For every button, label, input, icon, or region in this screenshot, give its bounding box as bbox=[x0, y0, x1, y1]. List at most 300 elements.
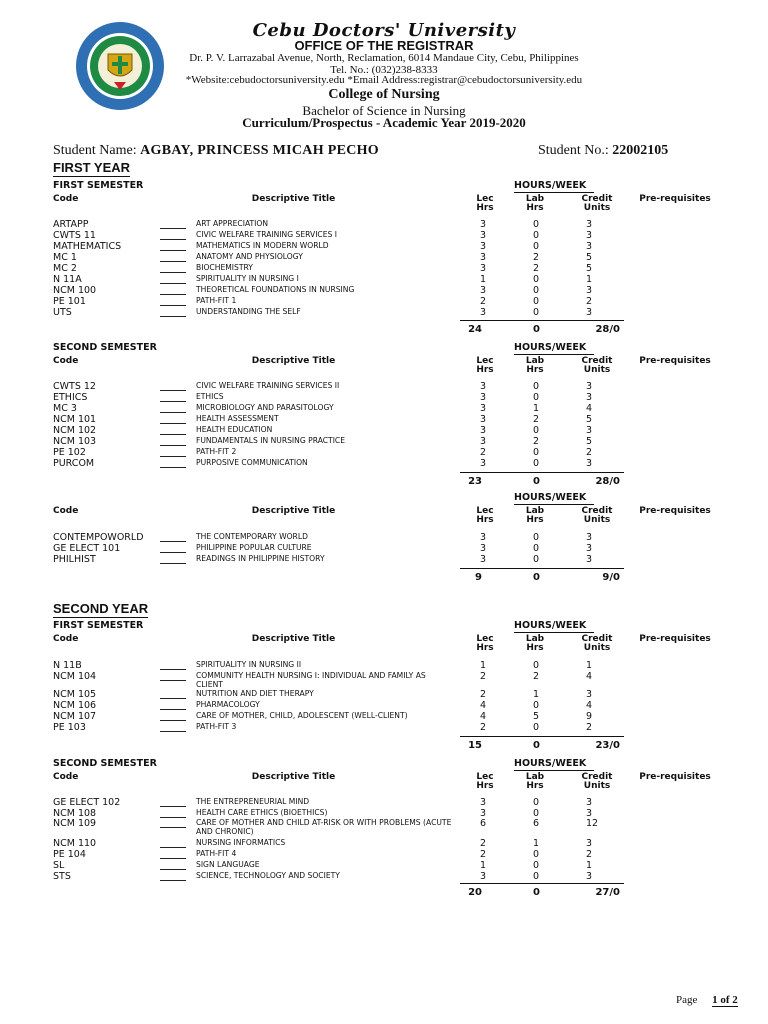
course-title: HEALTH CARE ETHICS (BIOETHICS) bbox=[196, 808, 328, 817]
course-title: ANATOMY AND PHYSIOLOGY bbox=[196, 252, 303, 261]
course-title: UNDERSTANDING THE SELF bbox=[196, 307, 301, 316]
course-title: PATH-FIT 3 bbox=[196, 722, 237, 731]
total-credit-units: 28/0 bbox=[595, 476, 620, 487]
total-lab-hours: 0 bbox=[533, 324, 540, 335]
lec-hours: 3 bbox=[480, 797, 487, 808]
lab-hours: 2 bbox=[533, 671, 540, 682]
lec-hours: 3 bbox=[480, 230, 487, 241]
course-code: ARTAPP bbox=[53, 219, 89, 230]
credit-units-header bbox=[572, 195, 622, 213]
university-name: Cebu Doctors' University bbox=[252, 20, 516, 41]
lab-hours: 2 bbox=[533, 414, 540, 425]
prereq-blank bbox=[160, 456, 186, 457]
prerequisites-header: Pre-requisites bbox=[639, 772, 711, 782]
lab-hours: 0 bbox=[533, 381, 540, 392]
course-code: PE 102 bbox=[53, 447, 86, 458]
course-code: NCM 106 bbox=[53, 700, 97, 711]
course-code: GE ELECT 101 bbox=[53, 543, 121, 554]
descriptive-title-header: Descriptive Title bbox=[251, 194, 336, 204]
descriptive-title-header: Descriptive Title bbox=[251, 772, 336, 782]
prerequisites-header: Pre-requisites bbox=[639, 634, 711, 644]
course-code: NCM 108 bbox=[53, 808, 97, 819]
course-title: NUTRITION AND DIET THERAPY bbox=[196, 689, 314, 698]
prereq-blank bbox=[160, 698, 186, 699]
credit-units: 3 bbox=[586, 554, 593, 565]
credit-units: 3 bbox=[586, 871, 593, 882]
credit-units: 4 bbox=[586, 671, 593, 682]
total-lec-hours: 9 bbox=[475, 572, 482, 583]
student-no-label: Student No.: bbox=[538, 143, 609, 158]
lab-hrs-header bbox=[512, 635, 558, 653]
course-title: HEALTH ASSESSMENT bbox=[196, 414, 279, 423]
course-title: CIVIC WELFARE TRAINING SERVICES I bbox=[196, 230, 338, 239]
lab-label: Lab bbox=[525, 356, 545, 366]
totals-rule bbox=[460, 472, 624, 473]
units-label: Units bbox=[583, 643, 611, 653]
total-lab-hours: 0 bbox=[533, 572, 540, 583]
credit-units: 3 bbox=[586, 307, 593, 318]
lab-hours: 5 bbox=[533, 711, 540, 722]
prereq-blank bbox=[160, 390, 186, 391]
lab-label: Lab bbox=[525, 194, 545, 204]
prereq-blank bbox=[160, 669, 186, 670]
lab-hours: 0 bbox=[533, 860, 540, 871]
credit-units-header bbox=[572, 635, 622, 653]
lec-hrs-header bbox=[462, 195, 508, 213]
credit-units-header bbox=[572, 773, 622, 791]
total-credit-units: 28/0 bbox=[595, 324, 620, 335]
prereq-blank bbox=[160, 283, 186, 284]
credit-units: 2 bbox=[586, 722, 593, 733]
course-title: ART APPRECIATION bbox=[196, 219, 269, 228]
course-title: SPIRITUALITY IN NURSING I bbox=[196, 274, 299, 283]
lec-hours: 3 bbox=[480, 543, 487, 554]
total-credit-units: 9/0 bbox=[602, 572, 620, 583]
credit-units: 3 bbox=[586, 797, 593, 808]
lab-hours: 0 bbox=[533, 274, 540, 285]
lab-hours: 0 bbox=[533, 722, 540, 733]
prereq-blank bbox=[160, 869, 186, 870]
year-title: SECOND YEAR bbox=[53, 601, 149, 616]
lec-hours: 3 bbox=[480, 554, 487, 565]
lec-hours: 3 bbox=[480, 381, 487, 392]
prereq-blank bbox=[160, 401, 186, 402]
credit-label: Credit bbox=[581, 634, 613, 644]
lab-hours: 6 bbox=[533, 818, 540, 829]
units-label: Units bbox=[583, 515, 611, 525]
lab-label: Lab bbox=[525, 772, 545, 782]
prereq-blank bbox=[160, 720, 186, 721]
hours-week-header: HOURS/WEEK bbox=[514, 342, 594, 355]
lec-label: Lec bbox=[476, 194, 494, 204]
code-header: Code bbox=[53, 772, 79, 782]
prereq-blank bbox=[160, 261, 186, 262]
course-code: CWTS 12 bbox=[53, 381, 96, 392]
course-title: HEALTH EDUCATION bbox=[196, 425, 273, 434]
course-title: CIVIC WELFARE TRAINING SERVICES II bbox=[196, 381, 340, 390]
prereq-blank bbox=[160, 228, 186, 229]
credit-units: 5 bbox=[586, 414, 593, 425]
course-title: FUNDAMENTALS IN NURSING PRACTICE bbox=[196, 436, 346, 445]
prereq-blank bbox=[160, 563, 186, 564]
code-header: Code bbox=[53, 356, 79, 366]
course-code: PE 104 bbox=[53, 849, 86, 860]
lec-label: Lec bbox=[476, 634, 494, 644]
prerequisites-header: Pre-requisites bbox=[639, 506, 711, 516]
lec-hours: 1 bbox=[480, 274, 487, 285]
course-title: THE CONTEMPORARY WORLD bbox=[196, 532, 308, 541]
lab-hours: 2 bbox=[533, 252, 540, 263]
lab-hours: 0 bbox=[533, 871, 540, 882]
course-code: CONTEMPOWORLD bbox=[53, 532, 144, 543]
course-code: MC 1 bbox=[53, 252, 77, 263]
prereq-blank bbox=[160, 847, 186, 848]
course-title: CARE OF MOTHER, CHILD, ADOLESCENT (WELL-CLIENT) bbox=[196, 711, 408, 720]
page-footer bbox=[676, 994, 738, 1006]
credit-units: 4 bbox=[586, 403, 593, 414]
total-lec-hours: 23 bbox=[468, 476, 482, 487]
lec-hours: 3 bbox=[480, 414, 487, 425]
course-code: ETHICS bbox=[53, 392, 88, 403]
lab-hours: 0 bbox=[533, 296, 540, 307]
course-code: CWTS 11 bbox=[53, 230, 96, 241]
lab-hrs-header bbox=[512, 357, 558, 375]
lec-hours: 3 bbox=[480, 263, 487, 274]
lab-hours: 0 bbox=[533, 532, 540, 543]
course-code: N 11A bbox=[53, 274, 82, 285]
lab-hours: 0 bbox=[533, 392, 540, 403]
credit-units: 5 bbox=[586, 436, 593, 447]
course-title: ETHICS bbox=[196, 392, 224, 401]
credit-units: 9 bbox=[586, 711, 593, 722]
prereq-blank bbox=[160, 412, 186, 413]
credit-units: 1 bbox=[586, 274, 593, 285]
credit-units: 3 bbox=[586, 689, 593, 700]
lab-hours: 0 bbox=[533, 307, 540, 318]
course-title: MATHEMATICS IN MODERN WORLD bbox=[196, 241, 329, 250]
office-title: OFFICE OF THE REGISTRAR bbox=[294, 38, 474, 53]
lec-hours: 4 bbox=[480, 711, 487, 722]
course-title: PATH-FIT 2 bbox=[196, 447, 237, 456]
lab-hours: 0 bbox=[533, 808, 540, 819]
lec-hours: 3 bbox=[480, 252, 487, 263]
prerequisites-header: Pre-requisites bbox=[639, 356, 711, 366]
hours-week-header: HOURS/WEEK bbox=[514, 492, 594, 505]
credit-label: Credit bbox=[581, 772, 613, 782]
credit-units: 4 bbox=[586, 700, 593, 711]
website-email: *Website:cebudoctorsuniversity.edu *Email Address:registrar@cebudoctorsuniversity.edu bbox=[185, 74, 583, 86]
units-label: Units bbox=[583, 781, 611, 791]
lec-hours: 2 bbox=[480, 689, 487, 700]
lab-hours: 1 bbox=[533, 838, 540, 849]
course-title: SCIENCE, TECHNOLOGY AND SOCIETY bbox=[196, 871, 340, 880]
lec-hours: 6 bbox=[480, 818, 487, 829]
lab-hours: 0 bbox=[533, 447, 540, 458]
course-code: MC 3 bbox=[53, 403, 77, 414]
course-title: PATH-FIT 4 bbox=[196, 849, 237, 858]
credit-units: 2 bbox=[586, 849, 593, 860]
totals-rule bbox=[460, 736, 624, 737]
lab-hours: 0 bbox=[533, 219, 540, 230]
credit-label: Credit bbox=[581, 194, 613, 204]
prereq-blank bbox=[160, 541, 186, 542]
lec-hours: 2 bbox=[480, 722, 487, 733]
hours-week-header: HOURS/WEEK bbox=[514, 620, 594, 633]
total-lec-hours: 15 bbox=[468, 740, 482, 751]
prerequisites-header: Pre-requisites bbox=[639, 194, 711, 204]
hours-week-header: HOURS/WEEK bbox=[514, 758, 594, 771]
lec-hours: 2 bbox=[480, 849, 487, 860]
credit-units: 3 bbox=[586, 219, 593, 230]
total-lab-hours: 0 bbox=[533, 740, 540, 751]
prereq-blank bbox=[160, 827, 186, 828]
descriptive-title-header: Descriptive Title bbox=[251, 634, 336, 644]
prereq-blank bbox=[160, 709, 186, 710]
lec-hours: 1 bbox=[480, 860, 487, 871]
lab-hours: 2 bbox=[533, 436, 540, 447]
lab-hours: 0 bbox=[533, 285, 540, 296]
lec-hours: 2 bbox=[480, 838, 487, 849]
student-name-row bbox=[53, 143, 379, 159]
prereq-blank bbox=[160, 316, 186, 317]
totals-rule bbox=[460, 883, 624, 884]
prereq-blank bbox=[160, 880, 186, 881]
student-no: 22002105 bbox=[612, 143, 669, 158]
lec-hours: 3 bbox=[480, 219, 487, 230]
prereq-blank bbox=[160, 731, 186, 732]
semester-title: FIRST SEMESTER bbox=[53, 180, 144, 191]
course-code: PE 103 bbox=[53, 722, 86, 733]
prereq-blank bbox=[160, 806, 186, 807]
credit-units: 3 bbox=[586, 381, 593, 392]
credit-units-header bbox=[572, 357, 622, 375]
hrs-label: Hrs bbox=[526, 515, 544, 525]
course-code: MC 2 bbox=[53, 263, 77, 274]
course-title: READINGS IN PHILIPPINE HISTORY bbox=[196, 554, 325, 563]
course-code: NCM 100 bbox=[53, 285, 97, 296]
hrs-label: Hrs bbox=[526, 365, 544, 375]
lab-hours: 0 bbox=[533, 660, 540, 671]
lec-hours: 3 bbox=[480, 307, 487, 318]
lec-hours: 3 bbox=[480, 871, 487, 882]
lec-hours: 1 bbox=[480, 660, 487, 671]
credit-units: 3 bbox=[586, 285, 593, 296]
course-code: PE 101 bbox=[53, 296, 86, 307]
lec-hours: 3 bbox=[480, 392, 487, 403]
lec-hrs-header bbox=[462, 507, 508, 525]
units-label: Units bbox=[583, 365, 611, 375]
lab-hours: 1 bbox=[533, 403, 540, 414]
course-code: NCM 105 bbox=[53, 689, 97, 700]
student-name: AGBAY, PRINCESS MICAH PECHO bbox=[140, 143, 379, 158]
page-number: 1 of 2 bbox=[712, 994, 738, 1006]
telephone: Tel. No.: (032)238-8333 bbox=[330, 64, 438, 76]
credit-units: 3 bbox=[586, 543, 593, 554]
lec-hours: 3 bbox=[480, 532, 487, 543]
prereq-blank bbox=[160, 423, 186, 424]
total-lab-hours: 0 bbox=[533, 887, 540, 898]
course-code: PURCOM bbox=[53, 458, 95, 469]
lec-label: Lec bbox=[476, 772, 494, 782]
lec-hrs-header bbox=[462, 357, 508, 375]
prereq-blank bbox=[160, 680, 186, 681]
credit-units: 3 bbox=[586, 392, 593, 403]
code-header: Code bbox=[53, 634, 79, 644]
course-code: GE ELECT 102 bbox=[53, 797, 121, 808]
prereq-blank bbox=[160, 445, 186, 446]
credit-units: 1 bbox=[586, 660, 593, 671]
lec-hrs-header bbox=[462, 635, 508, 653]
credit-units: 3 bbox=[586, 230, 593, 241]
lec-hrs-header bbox=[462, 773, 508, 791]
prereq-blank bbox=[160, 817, 186, 818]
course-title: COMMUNITY HEALTH NURSING I: INDIVIDUAL AND FAMILY AS CLIENT bbox=[196, 671, 426, 689]
credit-units: 3 bbox=[586, 808, 593, 819]
credit-units: 5 bbox=[586, 252, 593, 263]
lec-hours: 3 bbox=[480, 241, 487, 252]
course-code: SL bbox=[53, 860, 65, 871]
lab-hours: 2 bbox=[533, 263, 540, 274]
course-code: NCM 107 bbox=[53, 711, 97, 722]
page-label: Page bbox=[676, 994, 698, 1006]
course-code: STS bbox=[53, 871, 71, 882]
lec-hours: 2 bbox=[480, 671, 487, 682]
course-code: UTS bbox=[53, 307, 72, 318]
year-title: FIRST YEAR bbox=[53, 160, 131, 175]
course-title: SIGN LANGUAGE bbox=[196, 860, 260, 869]
prereq-blank bbox=[160, 858, 186, 859]
credit-units: 3 bbox=[586, 458, 593, 469]
student-name-label: Student Name: bbox=[53, 143, 137, 158]
course-code: NCM 109 bbox=[53, 818, 97, 829]
hrs-label: Hrs bbox=[476, 203, 494, 213]
prereq-blank bbox=[160, 305, 186, 306]
credit-units: 3 bbox=[586, 241, 593, 252]
course-title: CARE OF MOTHER AND CHILD AT-RISK OR WITH PROBLEMS (ACUTE AND CHRONIC) bbox=[196, 818, 452, 836]
credit-label: Credit bbox=[581, 356, 613, 366]
units-label: Units bbox=[583, 203, 611, 213]
lab-hours: 0 bbox=[533, 700, 540, 711]
course-title: MICROBIOLOGY AND PARASITOLOGY bbox=[196, 403, 334, 412]
address: Dr. P. V. Larrazabal Avenue, North, Reclamation, 6014 Mandaue City, Cebu, Philippines bbox=[189, 52, 579, 64]
total-lec-hours: 24 bbox=[468, 324, 482, 335]
totals-rule bbox=[460, 320, 624, 321]
descriptive-title-header: Descriptive Title bbox=[251, 506, 336, 516]
lab-hours: 0 bbox=[533, 849, 540, 860]
lab-label: Lab bbox=[525, 506, 545, 516]
prereq-blank bbox=[160, 467, 186, 468]
hrs-label: Hrs bbox=[476, 781, 494, 791]
prereq-blank bbox=[160, 552, 186, 553]
lec-hours: 3 bbox=[480, 285, 487, 296]
lec-label: Lec bbox=[476, 506, 494, 516]
semester-title: SECOND SEMESTER bbox=[53, 342, 157, 353]
credit-units: 3 bbox=[586, 532, 593, 543]
hrs-label: Hrs bbox=[476, 365, 494, 375]
course-code: N 11B bbox=[53, 660, 82, 671]
credit-units: 3 bbox=[586, 838, 593, 849]
lab-hours: 0 bbox=[533, 230, 540, 241]
hrs-label: Hrs bbox=[526, 781, 544, 791]
semester-title: SECOND SEMESTER bbox=[53, 758, 157, 769]
course-title: BIOCHEMISTRY bbox=[196, 263, 253, 272]
lec-hours: 2 bbox=[480, 296, 487, 307]
lab-hrs-header bbox=[512, 773, 558, 791]
course-code: NCM 102 bbox=[53, 425, 97, 436]
lab-hours: 0 bbox=[533, 241, 540, 252]
course-code: NCM 103 bbox=[53, 436, 97, 447]
lab-hours: 0 bbox=[533, 458, 540, 469]
credit-units: 2 bbox=[586, 447, 593, 458]
lec-hours: 3 bbox=[480, 808, 487, 819]
credit-units: 2 bbox=[586, 296, 593, 307]
course-title: PURPOSIVE COMMUNICATION bbox=[196, 458, 308, 467]
student-no-row bbox=[538, 143, 668, 159]
hrs-label: Hrs bbox=[526, 643, 544, 653]
lab-label: Lab bbox=[525, 634, 545, 644]
descriptive-title-header: Descriptive Title bbox=[251, 356, 336, 366]
program-name: Bachelor of Science in Nursing bbox=[302, 103, 466, 118]
total-lec-hours: 20 bbox=[468, 887, 482, 898]
total-credit-units: 23/0 bbox=[595, 740, 620, 751]
hrs-label: Hrs bbox=[526, 203, 544, 213]
credit-units: 3 bbox=[586, 425, 593, 436]
hrs-label: Hrs bbox=[476, 515, 494, 525]
course-code: NCM 110 bbox=[53, 838, 97, 849]
lab-hours: 1 bbox=[533, 689, 540, 700]
lab-hours: 0 bbox=[533, 543, 540, 554]
lec-hours: 3 bbox=[480, 403, 487, 414]
lec-hours: 4 bbox=[480, 700, 487, 711]
hours-week-header: HOURS/WEEK bbox=[514, 180, 594, 193]
course-title: THE ENTREPRENEURIAL MIND bbox=[196, 797, 310, 806]
prereq-blank bbox=[160, 272, 186, 273]
course-title: PATH-FIT 1 bbox=[196, 296, 237, 305]
prereq-blank bbox=[160, 239, 186, 240]
lec-hours: 3 bbox=[480, 436, 487, 447]
credit-label: Credit bbox=[581, 506, 613, 516]
course-title: PHARMACOLOGY bbox=[196, 700, 260, 709]
curriculum-title: Curriculum/Prospectus - Academic Year 2019-2020 bbox=[242, 115, 526, 130]
lab-hrs-header bbox=[512, 195, 558, 213]
lab-hours: 0 bbox=[533, 554, 540, 565]
totals-rule bbox=[460, 568, 624, 569]
lec-label: Lec bbox=[476, 356, 494, 366]
credit-units-header bbox=[572, 507, 622, 525]
course-title: NURSING INFORMATICS bbox=[196, 838, 286, 847]
course-code: MATHEMATICS bbox=[53, 241, 122, 252]
lab-hours: 0 bbox=[533, 797, 540, 808]
college-name: College of Nursing bbox=[328, 87, 440, 102]
lec-hours: 2 bbox=[480, 447, 487, 458]
code-header: Code bbox=[53, 194, 79, 204]
course-title: SPIRITUALITY IN NURSING II bbox=[196, 660, 302, 669]
course-code: NCM 101 bbox=[53, 414, 97, 425]
prereq-blank bbox=[160, 294, 186, 295]
lab-hrs-header bbox=[512, 507, 558, 525]
lec-hours: 3 bbox=[480, 458, 487, 469]
lab-hours: 0 bbox=[533, 425, 540, 436]
course-title: THEORETICAL FOUNDATIONS IN NURSING bbox=[196, 285, 355, 294]
prereq-blank bbox=[160, 434, 186, 435]
total-lab-hours: 0 bbox=[533, 476, 540, 487]
semester-title: FIRST SEMESTER bbox=[53, 620, 144, 631]
course-code: PHILHIST bbox=[53, 554, 96, 565]
credit-units: 1 bbox=[586, 860, 593, 871]
credit-units: 5 bbox=[586, 263, 593, 274]
hrs-label: Hrs bbox=[476, 643, 494, 653]
prereq-blank bbox=[160, 250, 186, 251]
